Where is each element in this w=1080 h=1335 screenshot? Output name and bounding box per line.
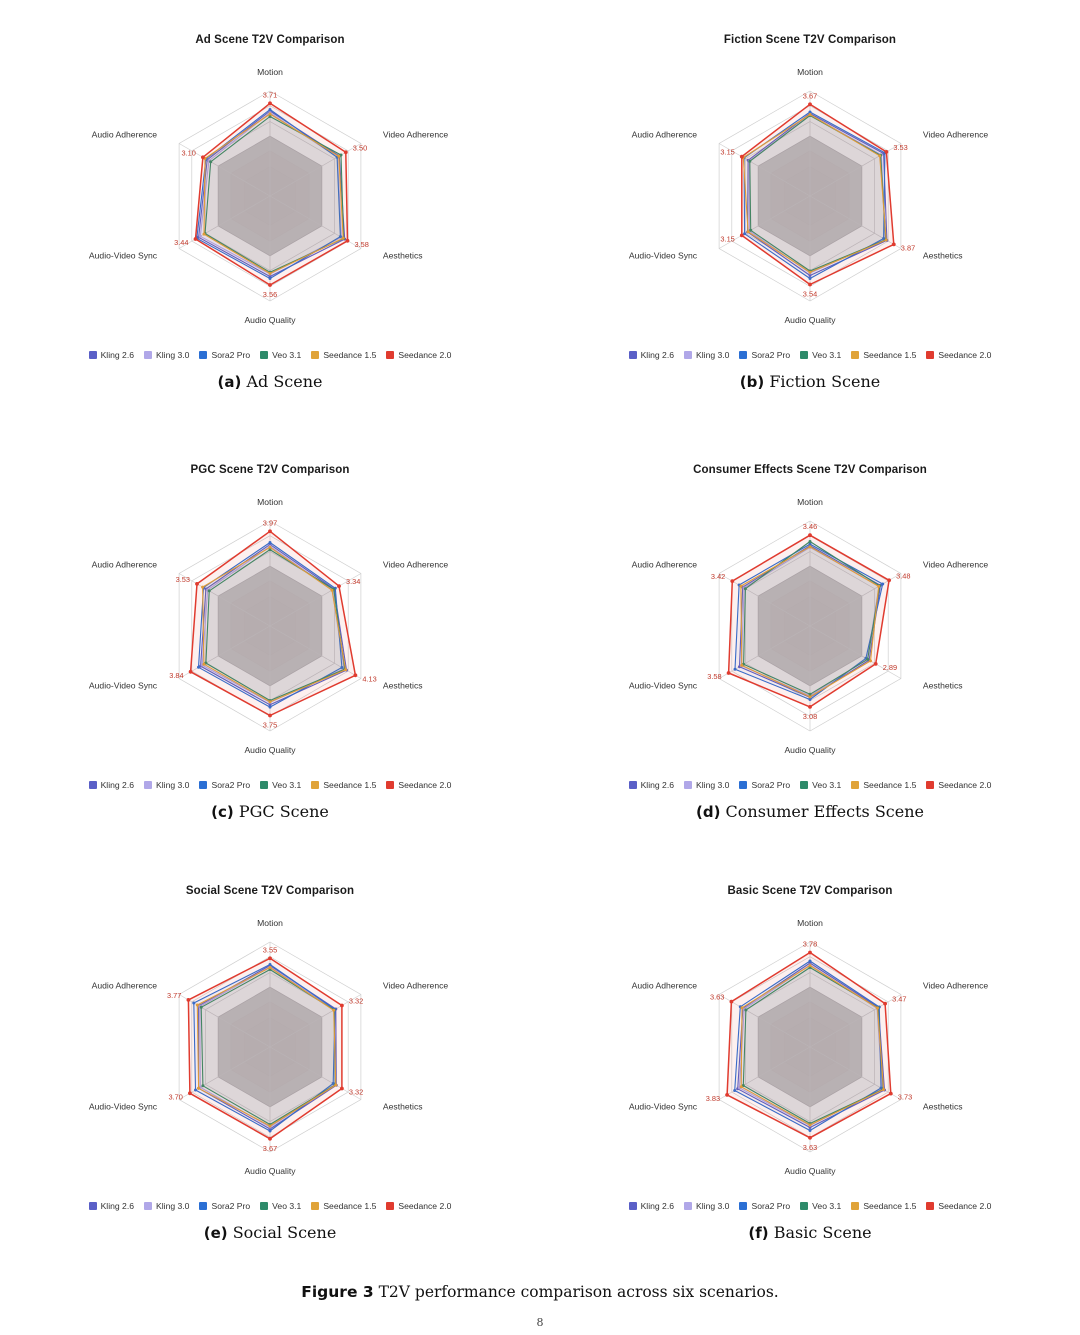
legend-item xyxy=(684,1201,729,1211)
svg-text:3.63: 3.63 xyxy=(802,1142,818,1152)
subcaption-text-b: Fiction Scene xyxy=(769,372,881,391)
legend-label: Sora2 Pro xyxy=(211,1201,251,1211)
svg-text:3.50: 3.50 xyxy=(352,143,368,153)
subcaption-text-e: Social Scene xyxy=(232,1223,337,1242)
chart-title-c: PGC Scene T2V Comparison xyxy=(190,464,350,476)
legend-swatch-icon xyxy=(311,351,319,359)
svg-text:Motion: Motion xyxy=(257,918,283,928)
legend-item xyxy=(851,780,916,790)
legend-swatch-icon xyxy=(260,781,268,789)
svg-text:3.78: 3.78 xyxy=(802,939,818,949)
svg-text:Aesthetics: Aesthetics xyxy=(382,680,423,691)
legend-item xyxy=(800,780,841,790)
svg-text:Motion: Motion xyxy=(797,918,823,928)
legend-item xyxy=(311,780,376,790)
legend-label: Seedance 1.5 xyxy=(863,780,917,790)
chart-title-a: Ad Scene T2V Comparison xyxy=(195,34,345,46)
svg-text:3.63: 3.63 xyxy=(710,992,725,1002)
chart-title-d: Consumer Effects Scene T2V Comparison xyxy=(693,464,927,476)
panel-a xyxy=(0,0,540,430)
legend-label: Kling 2.6 xyxy=(100,780,135,790)
page-number: 8 xyxy=(536,1316,544,1329)
svg-text:Audio Adherence: Audio Adherence xyxy=(91,559,158,570)
legend-label: Veo 3.1 xyxy=(272,350,302,360)
svg-text:3.15: 3.15 xyxy=(720,147,735,157)
legend-item xyxy=(739,1201,790,1211)
radar-chart-a xyxy=(35,46,505,346)
legend-label: Seedance 2.0 xyxy=(938,780,992,790)
svg-text:Audio-Video Sync: Audio-Video Sync xyxy=(88,1101,158,1112)
subcaption-letter-d: (d) xyxy=(696,803,721,821)
svg-text:Audio Quality: Audio Quality xyxy=(244,745,296,755)
legend-swatch-icon xyxy=(311,1202,319,1210)
subcaption-b xyxy=(540,372,1080,391)
svg-text:Audio Quality: Audio Quality xyxy=(784,315,836,325)
legend-swatch-icon xyxy=(739,781,747,789)
chart-title-b: Fiction Scene T2V Comparison xyxy=(723,34,897,46)
svg-text:Audio Quality: Audio Quality xyxy=(244,315,296,325)
legend-item xyxy=(684,350,729,360)
legend-label: Seedance 2.0 xyxy=(398,1201,452,1211)
svg-text:3.55: 3.55 xyxy=(262,945,278,955)
subcaption-d xyxy=(540,802,1080,821)
legend-label: Kling 3.0 xyxy=(696,350,730,360)
svg-text:3.15: 3.15 xyxy=(720,234,735,244)
svg-text:3.53: 3.53 xyxy=(175,574,190,584)
legend-item xyxy=(851,1201,916,1211)
subcaption-text-c: PGC Scene xyxy=(238,802,329,821)
legend-label: Kling 3.0 xyxy=(696,780,730,790)
legend-swatch-icon xyxy=(851,781,859,789)
legend-swatch-icon xyxy=(926,781,934,789)
svg-text:3.08: 3.08 xyxy=(802,711,818,721)
svg-text:Audio-Video Sync: Audio-Video Sync xyxy=(628,680,698,691)
svg-text:Audio Adherence: Audio Adherence xyxy=(631,559,698,570)
legend-swatch-icon xyxy=(386,1202,394,1210)
legend-swatch-icon xyxy=(386,781,394,789)
legend-item xyxy=(199,780,250,790)
legend-swatch-icon xyxy=(89,1202,97,1210)
legend-item xyxy=(311,1201,376,1211)
legend-swatch-icon xyxy=(684,351,692,359)
subcaption-e xyxy=(0,1223,540,1242)
svg-text:3.67: 3.67 xyxy=(262,1143,278,1153)
svg-text:Audio-Video Sync: Audio-Video Sync xyxy=(628,250,698,261)
radar-chart-f xyxy=(575,897,1045,1197)
legend-item xyxy=(926,780,991,790)
subcaption-letter-c: (c) xyxy=(211,803,234,821)
svg-text:Video Adherence: Video Adherence xyxy=(922,129,989,140)
legend-swatch-icon xyxy=(926,351,934,359)
legend-item xyxy=(89,350,134,360)
panel-b xyxy=(540,0,1080,430)
legend-label: Kling 2.6 xyxy=(100,350,135,360)
svg-text:Aesthetics: Aesthetics xyxy=(922,680,963,691)
svg-text:3.87: 3.87 xyxy=(900,243,916,253)
legend-swatch-icon xyxy=(800,781,808,789)
svg-text:Motion: Motion xyxy=(797,67,823,77)
svg-text:3.75: 3.75 xyxy=(262,720,278,730)
svg-text:Video Adherence: Video Adherence xyxy=(382,980,449,991)
legend-swatch-icon xyxy=(199,781,207,789)
svg-text:3.70: 3.70 xyxy=(168,1092,183,1102)
subcaption-a xyxy=(0,372,540,391)
legend-item xyxy=(260,780,301,790)
legend-a xyxy=(0,350,540,360)
legend-swatch-icon xyxy=(800,351,808,359)
legend-label: Seedance 2.0 xyxy=(938,350,992,360)
subcaption-letter-b: (b) xyxy=(739,373,765,391)
svg-text:Audio Adherence: Audio Adherence xyxy=(91,129,158,140)
legend-swatch-icon xyxy=(144,351,152,359)
subcaption-c xyxy=(0,802,540,821)
svg-text:3.46: 3.46 xyxy=(802,522,818,532)
legend-label: Sora2 Pro xyxy=(211,350,251,360)
chart-title-f: Basic Scene T2V Comparison xyxy=(727,885,893,897)
legend-label: Seedance 1.5 xyxy=(863,1201,917,1211)
svg-text:3.53: 3.53 xyxy=(893,142,908,152)
subcaption-letter-a: (a) xyxy=(217,373,242,391)
panel-c xyxy=(0,430,540,851)
legend-swatch-icon xyxy=(851,1202,859,1210)
legend-d xyxy=(540,780,1080,790)
legend-label: Veo 3.1 xyxy=(272,780,302,790)
legend-label: Seedance 1.5 xyxy=(323,1201,377,1211)
svg-text:Motion: Motion xyxy=(797,497,823,507)
svg-text:2.89: 2.89 xyxy=(882,662,898,672)
panel-f xyxy=(540,851,1080,1272)
legend-item xyxy=(386,350,451,360)
figure-caption xyxy=(0,1283,1080,1301)
legend-e xyxy=(0,1201,540,1211)
svg-text:3.34: 3.34 xyxy=(346,577,361,587)
legend-item xyxy=(386,780,451,790)
svg-text:Aesthetics: Aesthetics xyxy=(382,250,423,261)
legend-swatch-icon xyxy=(199,351,207,359)
subcaption-letter-e: (e) xyxy=(203,1224,228,1242)
chart-title-e: Social Scene T2V Comparison xyxy=(185,885,355,897)
svg-text:Audio-Video Sync: Audio-Video Sync xyxy=(88,250,158,261)
svg-text:Aesthetics: Aesthetics xyxy=(382,1101,423,1112)
radar-chart-e xyxy=(35,897,505,1197)
svg-text:Motion: Motion xyxy=(257,497,283,507)
svg-text:3.77: 3.77 xyxy=(167,990,182,1000)
legend-item xyxy=(926,1201,991,1211)
svg-text:Audio Quality: Audio Quality xyxy=(244,1166,296,1176)
legend-item xyxy=(684,780,729,790)
legend-swatch-icon xyxy=(260,1202,268,1210)
subcaption-text-f: Basic Scene xyxy=(773,1223,872,1242)
legend-item xyxy=(629,780,674,790)
radar-chart-d xyxy=(575,476,1045,776)
subcaption-letter-f: (f) xyxy=(748,1224,769,1242)
legend-label: Kling 2.6 xyxy=(640,1201,675,1211)
legend-swatch-icon xyxy=(199,1202,207,1210)
subcaption-f xyxy=(540,1223,1080,1242)
svg-text:3.67: 3.67 xyxy=(802,91,818,101)
svg-text:4.13: 4.13 xyxy=(362,674,377,684)
svg-text:Audio Adherence: Audio Adherence xyxy=(91,980,158,991)
svg-text:Video Adherence: Video Adherence xyxy=(922,980,989,991)
legend-label: Kling 2.6 xyxy=(640,780,675,790)
svg-text:Audio-Video Sync: Audio-Video Sync xyxy=(628,1101,698,1112)
svg-text:3.10: 3.10 xyxy=(181,148,196,158)
legend-item xyxy=(89,1201,134,1211)
svg-text:Aesthetics: Aesthetics xyxy=(922,1101,963,1112)
svg-text:Video Adherence: Video Adherence xyxy=(382,559,449,570)
legend-item xyxy=(629,350,674,360)
legend-swatch-icon xyxy=(144,1202,152,1210)
legend-label: Sora2 Pro xyxy=(211,780,251,790)
legend-label: Veo 3.1 xyxy=(272,1201,302,1211)
legend-swatch-icon xyxy=(684,781,692,789)
svg-text:Aesthetics: Aesthetics xyxy=(922,250,963,261)
legend-swatch-icon xyxy=(386,351,394,359)
legend-label: Sora2 Pro xyxy=(751,350,791,360)
svg-text:3.54: 3.54 xyxy=(802,289,818,299)
legend-label: Veo 3.1 xyxy=(812,1201,842,1211)
svg-text:Video Adherence: Video Adherence xyxy=(922,559,989,570)
svg-text:3.42: 3.42 xyxy=(710,572,726,582)
legend-item xyxy=(926,350,991,360)
svg-text:3.83: 3.83 xyxy=(705,1093,721,1103)
svg-text:Audio Adherence: Audio Adherence xyxy=(631,980,698,991)
legend-item xyxy=(386,1201,451,1211)
legend-swatch-icon xyxy=(800,1202,808,1210)
legend-label: Kling 3.0 xyxy=(156,1201,190,1211)
legend-c xyxy=(0,780,540,790)
legend-label: Seedance 2.0 xyxy=(398,350,452,360)
figure-caption-label: Figure 3 xyxy=(301,1283,374,1301)
svg-text:3.48: 3.48 xyxy=(896,571,911,581)
svg-text:Audio Adherence: Audio Adherence xyxy=(631,129,698,140)
legend-swatch-icon xyxy=(260,351,268,359)
svg-text:3.71: 3.71 xyxy=(262,90,278,100)
subcaption-text-a: Ad Scene xyxy=(246,372,323,391)
legend-item xyxy=(144,780,189,790)
legend-swatch-icon xyxy=(629,351,637,359)
svg-text:3.56: 3.56 xyxy=(262,290,278,299)
legend-label: Veo 3.1 xyxy=(812,780,842,790)
svg-text:3.58: 3.58 xyxy=(354,239,369,249)
legend-swatch-icon xyxy=(629,1202,637,1210)
svg-text:Motion: Motion xyxy=(257,67,283,77)
svg-text:Video Adherence: Video Adherence xyxy=(382,129,449,140)
legend-item xyxy=(851,350,916,360)
legend-swatch-icon xyxy=(684,1202,692,1210)
svg-text:3.73: 3.73 xyxy=(897,1092,913,1102)
legend-swatch-icon xyxy=(739,351,747,359)
legend-item xyxy=(260,350,301,360)
legend-b xyxy=(540,350,1080,360)
legend-label: Seedance 1.5 xyxy=(323,780,377,790)
legend-swatch-icon xyxy=(311,781,319,789)
legend-label: Kling 3.0 xyxy=(696,1201,730,1211)
legend-item xyxy=(800,1201,841,1211)
legend-swatch-icon xyxy=(629,781,637,789)
legend-item xyxy=(144,350,189,360)
legend-label: Seedance 2.0 xyxy=(938,1201,992,1211)
svg-text:3.97: 3.97 xyxy=(262,518,278,528)
legend-label: Kling 3.0 xyxy=(156,350,190,360)
svg-text:3.44: 3.44 xyxy=(174,238,189,247)
svg-text:3.32: 3.32 xyxy=(348,1087,364,1097)
figure-caption-text: T2V performance comparison across six scenarios. xyxy=(378,1283,779,1301)
legend-item xyxy=(739,350,790,360)
legend-label: Kling 2.6 xyxy=(100,1201,135,1211)
legend-label: Seedance 2.0 xyxy=(398,780,452,790)
radar-chart-c xyxy=(35,476,505,776)
svg-text:Audio Quality: Audio Quality xyxy=(784,1166,836,1176)
legend-item xyxy=(629,1201,674,1211)
svg-text:Audio-Video Sync: Audio-Video Sync xyxy=(88,680,158,691)
legend-label: Sora2 Pro xyxy=(751,780,791,790)
subcaption-text-d: Consumer Effects Scene xyxy=(725,802,924,821)
legend-item xyxy=(199,1201,250,1211)
legend-swatch-icon xyxy=(851,351,859,359)
legend-swatch-icon xyxy=(926,1202,934,1210)
svg-text:3.32: 3.32 xyxy=(348,996,364,1006)
legend-swatch-icon xyxy=(89,781,97,789)
legend-item xyxy=(800,350,841,360)
legend-swatch-icon xyxy=(144,781,152,789)
legend-item xyxy=(89,780,134,790)
legend-label: Kling 3.0 xyxy=(156,780,190,790)
panel-e xyxy=(0,851,540,1272)
legend-item xyxy=(199,350,250,360)
legend-label: Seedance 1.5 xyxy=(863,350,917,360)
legend-f xyxy=(540,1201,1080,1211)
legend-item xyxy=(144,1201,189,1211)
legend-label: Sora2 Pro xyxy=(751,1201,791,1211)
legend-label: Seedance 1.5 xyxy=(323,350,377,360)
svg-text:3.47: 3.47 xyxy=(892,994,907,1004)
legend-item xyxy=(260,1201,301,1211)
legend-item xyxy=(311,350,376,360)
legend-swatch-icon xyxy=(739,1202,747,1210)
panel-d xyxy=(540,430,1080,851)
radar-chart-b xyxy=(575,46,1045,346)
svg-text:Audio Quality: Audio Quality xyxy=(784,745,836,755)
legend-item xyxy=(739,780,790,790)
legend-label: Kling 2.6 xyxy=(640,350,675,360)
svg-text:3.84: 3.84 xyxy=(169,670,184,680)
legend-label: Veo 3.1 xyxy=(812,350,842,360)
svg-text:3.58: 3.58 xyxy=(707,672,722,681)
legend-swatch-icon xyxy=(89,351,97,359)
